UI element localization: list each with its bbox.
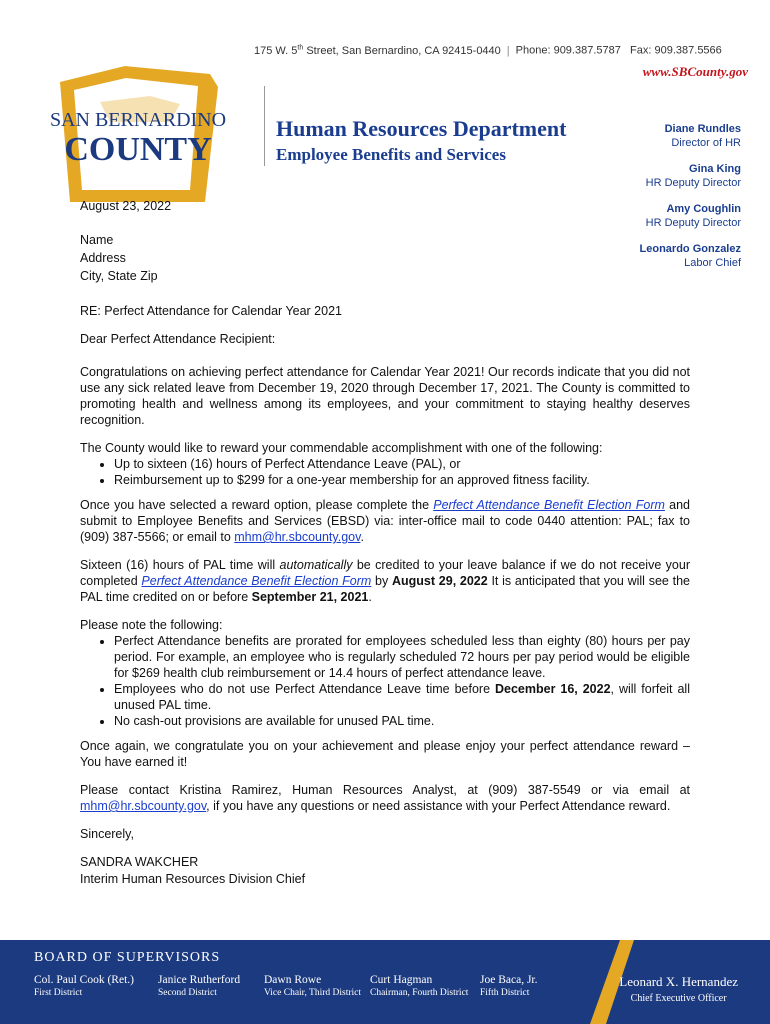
member-role: Vice Chair, Third District <box>264 988 362 998</box>
member-name: Joe Baca, Jr. <box>480 974 538 986</box>
salutation: Dear Perfect Attendance Recipient: <box>80 332 276 346</box>
board-member <box>264 974 361 998</box>
phone-number: Phone: 909.387.5787 <box>515 44 621 57</box>
staff-name: Diane Rundles <box>664 123 741 135</box>
letter-date: August 23, 2022 <box>80 199 172 213</box>
list-item: • Up to sixteen (16) hours of Perfect Attendance Leave (PAL), or <box>114 456 690 472</box>
signer-name: SANDRA WAKCHER <box>80 855 199 869</box>
staff-title: Labor Chief <box>684 257 741 269</box>
paragraph-pal-credit: Sixteen (16) hours of PAL time will automatically be credited to your leave balance if we do not receive your completed Perfect Attendance Benefit Election Form by August 29, 2022 It is anticipated that you will see the PAL time credited on or before September 21, 2021. <box>80 558 690 604</box>
paragraph-notes <box>80 617 690 729</box>
paragraph-reward <box>80 440 690 488</box>
contact-line: 175 W. 5th Street, San Bernardino, CA 92415-0440 | Phone: 909.387.5787 Fax: 909.387.5566 <box>254 44 722 57</box>
reward-intro: The County would like to reward your commendable accomplishment with one of the following: <box>80 441 603 455</box>
paragraph-contact: Please contact Kristina Ramirez, Human Resources Analyst, at (909) 387-5549 or via email at mhm@hr.sbcounty.gov, if you have any questions or need assistance with your Perfect Attendance reward. <box>80 783 690 813</box>
staff-entry <box>640 122 741 150</box>
staff-entry <box>640 202 741 230</box>
recipient-line: City, State Zip <box>80 269 158 283</box>
list-item: • No cash-out provisions are available for unused PAL time. <box>114 713 690 729</box>
board-member <box>480 974 537 998</box>
signature-block <box>80 854 690 888</box>
staff-list <box>640 122 741 282</box>
election-form-link[interactable]: Perfect Attendance Benefit Election Form <box>433 498 665 512</box>
closing: Sincerely, <box>80 827 134 841</box>
logo-line2: COUNTY <box>64 131 212 168</box>
notes-intro: Please note the following: <box>80 618 223 632</box>
board-footer <box>0 940 770 1024</box>
paragraph-congrats-again: Once again, we congratulate you on your achievement and please enjoy your perfect attendance reward – You have earned it! <box>80 739 690 769</box>
website-link[interactable]: www.SBCounty.gov <box>642 64 748 79</box>
staff-name: Leonardo Gonzalez <box>639 243 741 255</box>
list-item: • Employees who do not use Perfect Attendance Leave time before December 16, 2022, will forfeit all unused PAL time. <box>114 681 690 713</box>
board-member <box>34 974 134 998</box>
member-name: Col. Paul Cook (Ret.) <box>34 974 134 986</box>
department-subtitle: Employee Benefits and Services <box>276 145 506 164</box>
ceo-name: Leonard X. Hernandez <box>619 974 738 989</box>
board-member <box>370 974 468 998</box>
logo-line1: SAN BERNARDINO <box>49 109 227 131</box>
recipient-address <box>80 231 158 285</box>
staff-entry <box>640 162 741 190</box>
member-name: Janice Rutherford <box>158 974 241 986</box>
county-logo <box>30 62 240 212</box>
email-link[interactable]: mhm@hr.sbcounty.gov <box>80 799 207 813</box>
subject-line: RE: Perfect Attendance for Calendar Year 2021 <box>80 304 342 318</box>
member-role: First District <box>34 988 83 998</box>
reward-options <box>114 456 690 488</box>
member-role: Fifth District <box>480 988 530 998</box>
recipient-line: Address <box>80 251 126 265</box>
staff-title: Director of HR <box>671 137 741 149</box>
board-member <box>158 974 240 998</box>
list-item: • Reimbursement up to $299 for a one-year membership for an approved fitness facility. <box>114 472 690 488</box>
board-title: BOARD OF SUPERVISORS <box>34 950 221 965</box>
letter-body <box>80 303 690 888</box>
member-name: Dawn Rowe <box>264 974 322 986</box>
election-form-link[interactable]: Perfect Attendance Benefit Election Form <box>141 574 372 588</box>
email-link[interactable]: mhm@hr.sbcounty.gov <box>234 530 361 544</box>
paragraph-congrats: Congratulations on achieving perfect attendance for Calendar Year 2021! Our records indicate that you did not use any sick related leave from December 19, 2020 through December 17, 2021. The County is committed to promoting health and wellness among its employees, and your commitment to staying healthy deserves recognition. <box>80 365 690 427</box>
department-title: Human Resources Department <box>276 116 567 141</box>
fax-number: Fax: 909.387.5566 <box>630 44 722 57</box>
staff-title: HR Deputy Director <box>645 177 741 189</box>
ceo-role: Chief Executive Officer <box>630 993 727 1004</box>
staff-entry <box>640 242 741 270</box>
street-address: 175 W. 5th Street, San Bernardino, CA 92415-0440 <box>254 44 501 57</box>
list-item: • Perfect Attendance benefits are prorated for employees scheduled less than eighty (80) hours per pay period. For example, an employee who is regularly scheduled 72 hours per pay period would be eligible for $269 health club reimbursement or 14.4 hours of perfect attendance leave. <box>114 633 690 681</box>
paragraph-submit: Once you have selected a reward option, please complete the Perfect Attendance Benefit Election Form and submit to Employee Benefits and Services (EBSD) via: inter-office mail to code 0440 attention: PAL; fax to (909) 387-5566; or email to mhm@hr.sbcounty.gov. <box>80 498 690 544</box>
member-role: Chairman, Fourth District <box>370 988 469 998</box>
header-divider <box>264 86 265 166</box>
signer-title: Interim Human Resources Division Chief <box>80 872 306 886</box>
staff-name: Gina King <box>689 163 741 175</box>
member-role: Second District <box>158 988 217 998</box>
notes-list <box>114 633 690 729</box>
staff-title: HR Deputy Director <box>645 217 741 229</box>
member-name: Curt Hagman <box>370 974 433 986</box>
staff-name: Amy Coughlin <box>666 203 741 215</box>
recipient-line: Name <box>80 233 114 247</box>
ceo-block <box>619 974 738 1004</box>
